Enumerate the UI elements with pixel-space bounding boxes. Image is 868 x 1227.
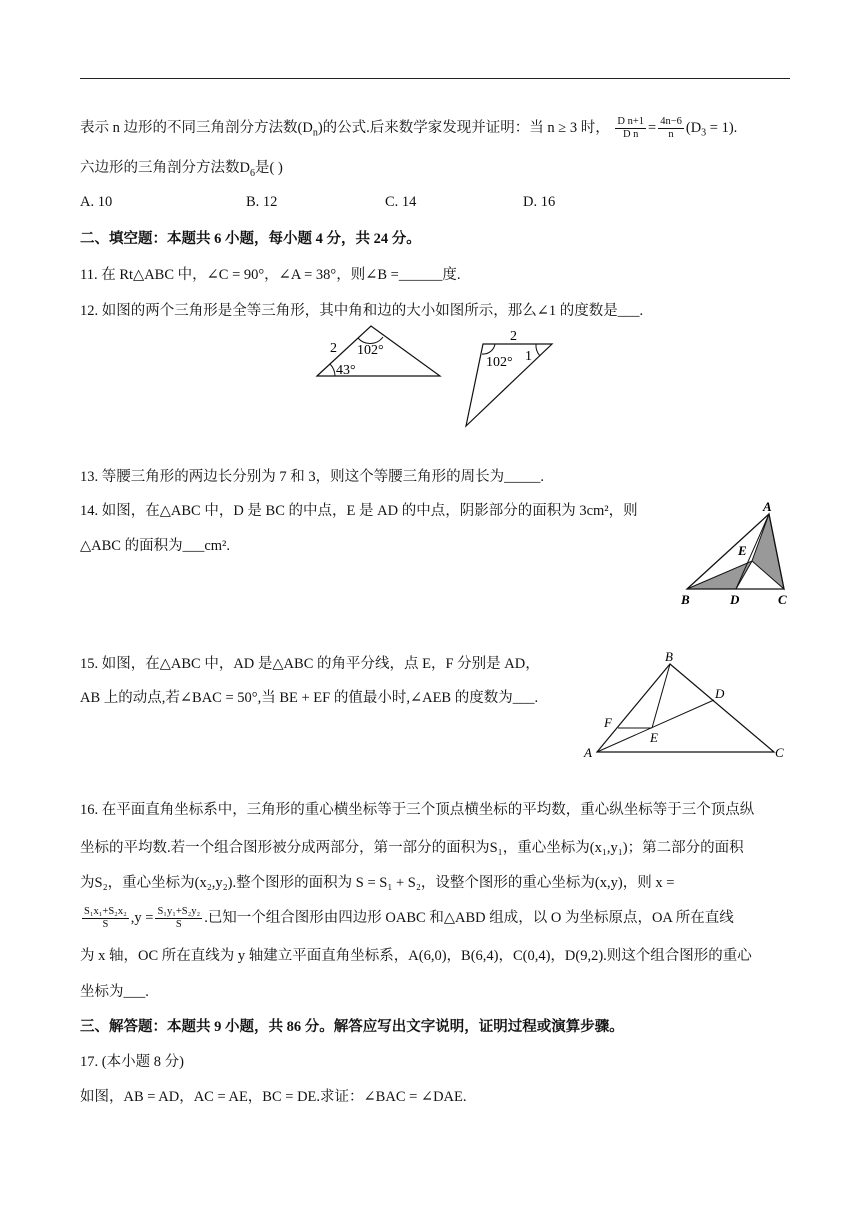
- q10-frac-num: D n+1: [617, 116, 644, 127]
- q15-label-b: B: [665, 649, 673, 664]
- q15-label-f: F: [604, 715, 612, 730]
- q10-fraction-n: [658, 116, 684, 141]
- q16-line4: [80, 906, 734, 931]
- q12-t1-side-label: 2: [330, 341, 337, 356]
- q17-title: 17. (本小题 8 分): [80, 1054, 184, 1070]
- q10-fraction-d: [615, 116, 646, 141]
- section-2-heading: 二、填空题：本题共 6 小题，每小题 4 分，共 24 分。: [80, 231, 421, 247]
- q12-figure: [300, 320, 570, 432]
- q10-option-b: B. 12: [246, 194, 278, 210]
- q14-line2: △ABC 的面积为___cm².: [80, 538, 231, 554]
- q15-label-d: D: [715, 686, 725, 701]
- q10-option-a: A. 10: [80, 194, 113, 210]
- q17-body: 如图，AB = AD，AC = AE，BC = DE.求证：∠BAC = ∠DAE.: [80, 1089, 467, 1105]
- q16-frac-x-num: S₁x₁+S₂x₂: [84, 906, 127, 917]
- q12-arc-1: [536, 344, 540, 356]
- q10-line2-a: 六边形的三角剖分方法数D: [80, 160, 250, 176]
- q15-label-a: A: [584, 745, 592, 760]
- q12-t2-angle-left: 102°: [486, 355, 513, 370]
- q12-t1-angle-top: 102°: [357, 343, 384, 358]
- q12-t2-side-label: 2: [510, 329, 517, 344]
- q16-line5: 为 x 轴，OC 所在直线为 y 轴建立平面直角坐标系，A(6,0)，B(6,4)，C(0,4)，D(9,2).则这个组合图形的重心: [80, 948, 752, 964]
- q10-line1: 表示 n 边形的不同三角剖分方法数$(D_n)$的公式.后来数学家发现并证明：当 n ≥ 3 时， $\frac{\text{D n+1}}{\text{D n}}$ = $\frac{4n-6}{n}$ $(D_3 = 1)$.: [80, 116, 738, 140]
- q10-sub-3: 3: [701, 127, 707, 139]
- q14-label-b: B: [681, 592, 690, 607]
- q10-frac2-num: 4n−6: [660, 116, 682, 127]
- q14-label-a: A: [763, 499, 772, 514]
- q10-frac-den: D n: [622, 129, 639, 140]
- q15-figure: [578, 646, 792, 762]
- q15-triangle-abc: [597, 664, 774, 752]
- q14-figure: [674, 498, 794, 610]
- q14-label-c: C: [778, 592, 787, 607]
- q16-frac-x-den: S: [102, 919, 109, 930]
- q12-arc-43: [330, 364, 335, 376]
- q16-fraction-y: [155, 906, 202, 931]
- q15-segment-be: [652, 664, 670, 728]
- q12: 12. 如图的两个三角形是全等三角形，其中角和边的大小如图所示，那么∠1 的度数是___.: [80, 303, 644, 319]
- q15-label-e: E: [650, 730, 658, 745]
- q10-line2-b: 是( ): [254, 160, 283, 176]
- q16-fraction-x: [82, 906, 129, 931]
- q14-label-d: D: [730, 592, 740, 607]
- q10-frac2-den: n: [668, 129, 674, 140]
- q14-line1: 14. 如图，在△ABC 中，D 是 BC 的中点，E 是 AD 的中点，阴影部分的面积为 3cm²，则: [80, 503, 638, 519]
- q12-t2-angle-right: 1: [525, 349, 532, 364]
- q10-text-d: = 1).: [706, 119, 738, 136]
- q14-label-e: E: [738, 543, 747, 558]
- q10-option-c: C. 14: [385, 194, 417, 210]
- q16-line3: 为S₂，重心坐标为(x₂,y₂).整个图形的面积为 S = S₁ + S₂，设整个图形的重心坐标为(x,y)，则 x =: [80, 875, 675, 891]
- header-rule: [80, 78, 790, 79]
- q16-line1: 16. 在平面直角坐标系中，三角形的重心横坐标等于三个顶点横坐标的平均数，重心纵坐标等于三个顶点纵: [80, 802, 755, 818]
- q10-text-a: 表示 n 边形的不同三角剖分方法数(D: [80, 119, 313, 136]
- q13: 13. 等腰三角形的两边长分别为 7 和 3，则这个等腰三角形的周长为_____.: [80, 469, 544, 485]
- q15-label-c: C: [775, 745, 784, 760]
- q12-t1-angle-left: 43°: [336, 363, 356, 378]
- q16-line2: 坐标的平均数.若一个组合图形被分成两部分，第一部分的面积为S₁，重心坐标为(x₁,y₁)；第二部分的面积: [80, 840, 744, 856]
- q10-sub-6: 6: [249, 167, 255, 179]
- q10-sub-n: n: [312, 127, 318, 139]
- q10-line2: [80, 158, 283, 184]
- q10-text-b: )的公式.后来数学家发现并证明：当 n ≥ 3 时，: [317, 119, 610, 136]
- q16-frac-y-num: S₁y₁+S₂y₂: [157, 906, 201, 917]
- section-3-heading: 三、解答题：本题共 9 小题，共 86 分。解答应写出文字说明，证明过程或演算步骤。: [80, 1019, 624, 1035]
- q16-line6: 坐标为___.: [80, 984, 149, 1000]
- q10-text-c: (D: [685, 119, 702, 136]
- q15-line2: AB 上的动点,若∠BAC = 50°,当 BE + EF 的值最小时,∠AEB 的度数为___.: [80, 690, 539, 706]
- q15-line1: 15. 如图，在△ABC 中，AD 是△ABC 的角平分线，点 E，F 分别是 AD，: [80, 656, 540, 672]
- q10-option-d: D. 16: [523, 194, 556, 210]
- q12-arc-102-b: [482, 344, 495, 354]
- q16-frac-y-den: S: [175, 919, 182, 930]
- q16-line4-rest: .已知一个组合图形由四边形 OABC 和△ABD 组成，以 O 为坐标原点，OA 所在直线: [204, 909, 734, 926]
- q11: 11. 在 Rt△ABC 中，∠C = 90°，∠A = 38°，则∠B =______度.: [80, 267, 461, 283]
- q16-line4-mid: ,y =: [130, 909, 154, 926]
